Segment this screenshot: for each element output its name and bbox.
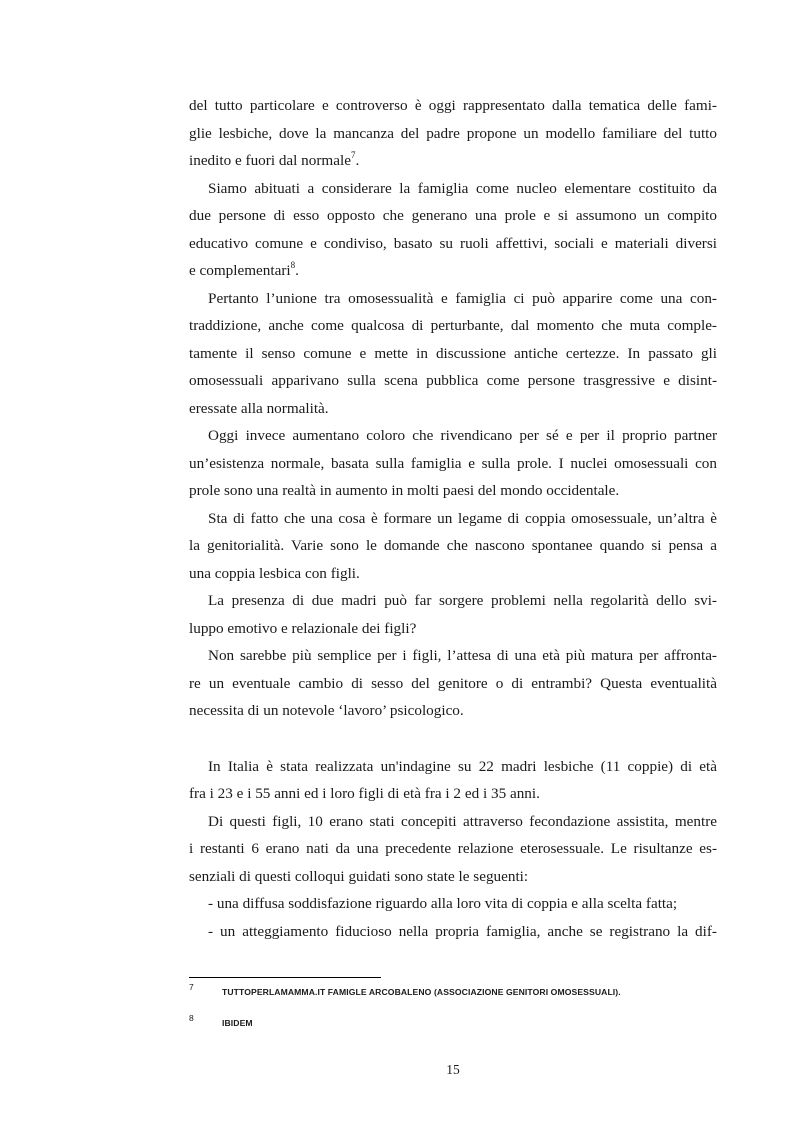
text-line: una coppia lesbica con figli. xyxy=(189,564,360,582)
text-line: eressate alla normalità. xyxy=(189,399,329,417)
text-line: luppo emotivo e relazionale dei figli? xyxy=(189,619,417,637)
text-line: traddizione, anche come qualcosa di perturbante, dal momento che muta comple- xyxy=(189,317,717,334)
text-line: Pertanto l’unione tra omosessualità e famiglia ci può apparire come una con- xyxy=(208,289,717,307)
text-line: re un eventuale cambio di sesso del genitore o di entrambi? Questa eventualità xyxy=(189,674,717,692)
text-line: fra i 23 e i 55 anni ed i loro figli di età fra i 2 ed i 35 anni. xyxy=(189,785,540,802)
paragraph-gap xyxy=(189,725,717,753)
text-line: prole sono una realtà in aumento in molti paesi del mondo occidentale. xyxy=(189,482,620,499)
text-line: omosessuali apparivano sulla scena pubblica come persone trasgressive e disint- xyxy=(189,372,717,389)
body-text xyxy=(189,92,717,945)
text-line: la genitorialità. Varie sono le domande che nascono spontanee quando si pensa a xyxy=(189,537,717,554)
text-line: Non sarebbe più semplice per i figli, l’attesa di una età più matura per affronta- xyxy=(208,647,717,664)
footnote-number: 7 xyxy=(189,982,194,992)
page-number: 15 xyxy=(446,1062,460,1077)
text-line: tamente il senso comune e mette in discussione antiche certezze. In passato gli xyxy=(189,344,717,362)
footnote-ref-8: 8 xyxy=(290,259,296,270)
text-line: Di questi figli, 10 erano stati concepiti attraverso fecondazione assistita, mentre xyxy=(208,812,717,830)
text-line: educativo comune e condiviso, basato su ruoli affettivi, sociali e materiali diversi xyxy=(189,234,717,252)
text-line: glie lesbiche, dove la mancanza del padre propone un modello familiare del tutto xyxy=(189,124,717,142)
text-segment: inedito e fuori dal normale xyxy=(189,152,351,169)
footnote-text: TUTTOPERLAMAMMA.IT FAMIGLE ARCOBALENO (ASSOCIAZIONE GENITORI OMOSESSUALI). xyxy=(222,987,621,997)
text-line xyxy=(189,147,717,175)
footnote-ref-7: 7 xyxy=(350,149,356,160)
footnote-separator xyxy=(189,977,381,978)
text-line: un’esistenza normale, basata sulla famiglia e sulla prole. I nuclei omosessuali con xyxy=(189,454,717,472)
text-line: i restanti 6 erano nati da una precedente relazione eterosessuale. Le risultanze es- xyxy=(189,840,717,857)
punctuation: . xyxy=(295,262,299,279)
list-item: - un atteggiamento fiducioso nella propria famiglia, anche se registrano la dif- xyxy=(208,922,717,940)
list-item: - una diffusa soddisfazione riguardo alla loro vita di coppia e alla scelta fatta; xyxy=(208,895,678,912)
text-line: La presenza di due madri può far sorgere problemi nella regolarità dello svi- xyxy=(208,592,717,609)
text-line: due persone di esso opposto che generano una prole e si assumono un compito xyxy=(189,207,717,224)
text-line: senziali di questi colloqui guidati sono state le seguenti: xyxy=(189,867,529,885)
text-line: Oggi invece aumentano coloro che rivendicano per sé e per il proprio partner xyxy=(208,427,717,444)
text-line: Sta di fatto che una cosa è formare un legame di coppia omosessuale, un’altra è xyxy=(208,509,717,527)
text-line: del tutto particolare e controverso è oggi rappresentato dalla tematica delle fami- xyxy=(189,97,717,114)
text-line: necessita di un notevole ‘lavoro’ psicologico. xyxy=(189,702,464,719)
text-line xyxy=(189,257,717,285)
footnote-number: 8 xyxy=(189,1013,194,1023)
text-line: Siamo abituati a considerare la famiglia come nucleo elementare costituito da xyxy=(208,179,717,197)
text-line: In Italia è stata realizzata un'indagine su 22 madri lesbiche (11 coppie) di età xyxy=(208,757,717,775)
text-segment: e complementari xyxy=(189,262,291,279)
footnote-text: IBIDEM xyxy=(222,1018,253,1028)
punctuation: . xyxy=(355,152,360,169)
